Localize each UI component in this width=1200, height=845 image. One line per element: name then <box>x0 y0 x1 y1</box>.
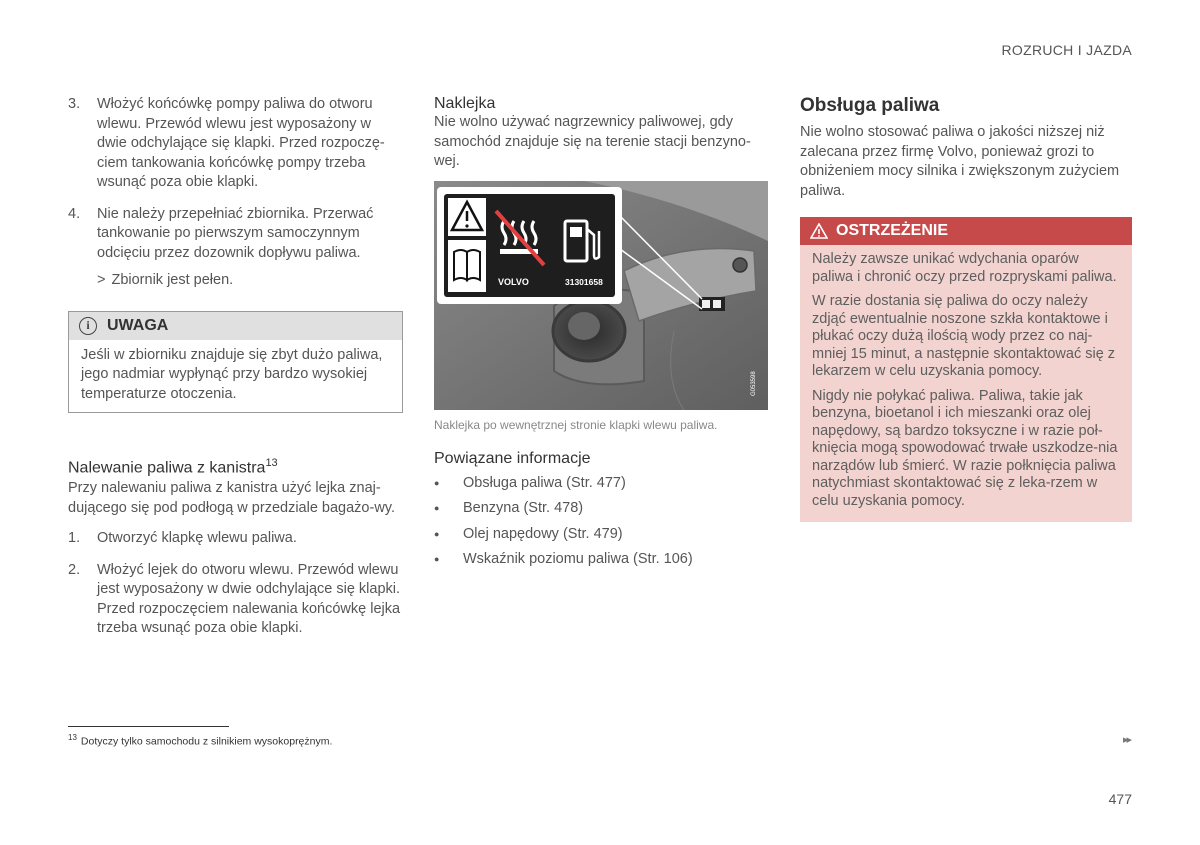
fuel-flap-illustration <box>434 181 768 410</box>
note-text: Jeśli w zbiorniku znajduje się zbyt dużo paliwa, jego nadmiar wypłynąć przy bardzo wysokiej temperaturze otoczenia. <box>81 346 383 402</box>
column-left <box>68 95 403 651</box>
footnote-text: Dotyczy tylko samochodu z silnikiem wysokoprężnym. <box>80 735 333 748</box>
image-caption: Naklejka po wewnętrznej stronie klapki wlewu paliwa. <box>434 417 718 432</box>
warning-body <box>800 245 1132 522</box>
warning-paragraph: W razie dostania się paliwa do oczy należy zdjąć ewentualnie noszone szkła kontaktowe i płukać oczy dużą ilością wody przez co naj-mniej 15 minut, a następnie skontaktować się z lekarzem w celu uzyskania pomocy. <box>812 293 1116 379</box>
step-text: Włożyć lejek do otworu wlewu. Przewód wlewu jest wyposażony w dwie odchylające się klapki. Przed rozpoczęciem nalewania końcówkę lejka trzeba wsunąć poza obie klapki. <box>97 561 401 637</box>
sticker-text: Nie wolno używać nagrzewnicy paliwowej, gdy samochód znajduje się na terenie stacji benzyno-wej. <box>434 114 751 169</box>
result-text: Zbiornik jest pełen. <box>111 272 234 288</box>
sticker-brand: VOLVO <box>498 276 529 287</box>
related-link[interactable]: ● Wskaźnik poziomu paliwa (Str. 106) <box>434 550 769 570</box>
footnote-number: 13 <box>68 733 77 742</box>
sticker-part-number: 31301658 <box>565 276 603 287</box>
info-icon: i <box>79 317 97 335</box>
steps-list-canister <box>68 529 403 639</box>
footnote-divider <box>68 726 229 727</box>
footnote-ref[interactable]: 13 <box>265 457 278 469</box>
column-right <box>800 95 1132 522</box>
related-link[interactable]: ● Olej napędowy (Str. 479) <box>434 525 769 545</box>
column-middle <box>434 95 769 576</box>
step-text: Otworzyć klapkę wlewu paliwa. <box>97 530 297 547</box>
note-box <box>68 311 403 414</box>
steps-list-fueling <box>68 95 403 263</box>
related-links-list <box>434 474 769 570</box>
step-number: 3. <box>68 96 81 112</box>
result-arrow: > <box>97 272 106 288</box>
warning-title: OSTRZEŻENIE <box>836 222 949 239</box>
canister-heading-text: Nalewanie paliwa z kanistra <box>68 459 266 477</box>
note-title: UWAGA <box>107 316 169 334</box>
list-item <box>68 529 403 549</box>
step-result <box>68 271 403 291</box>
canister-heading <box>68 457 403 477</box>
image-code: G053598 <box>751 370 757 396</box>
note-header <box>69 312 402 340</box>
footnote <box>68 733 332 748</box>
list-item <box>68 95 403 193</box>
warning-icon <box>810 223 828 239</box>
fuel-handling-heading: Obsługa paliwa <box>800 95 940 116</box>
fuel-handling-text: Nie wolno stosować paliwa o jakości niższej niż zalecana przez firmę Volvo, ponieważ grozi to obniżeniem mocy silnika i zwiększonym zużyciem paliwa. <box>800 124 1120 199</box>
step-number: 4. <box>68 205 81 222</box>
step-number: 2. <box>68 561 81 578</box>
list-item <box>68 205 403 264</box>
step-text: Włożyć końcówkę pompy paliwa do otworu wlewu. Przewód wlewu jest wyposażony w dwie odchylające się klapki. Przed rozpoczę-ciem tankowania końcówkę pompy trzeba wsunąć poza obie klapki. <box>97 96 385 190</box>
related-link[interactable]: ● Obsługa paliwa (Str. 477) <box>434 474 769 494</box>
related-heading: Powiązane informacje <box>434 449 591 467</box>
warning-paragraph: Należy zawsze unikać wdychania oparów paliwa i chronić oczy przed rozpryskami paliwa. <box>812 251 1117 285</box>
fuel-flap-photo <box>434 181 768 410</box>
step-text: Nie należy przepełniać zbiornika. Przerwać tankowanie po pierwszym samoczynnym odcięciu przez dozownik dopływu paliwa. <box>97 205 374 261</box>
sticker-heading: Naklejka <box>434 95 496 112</box>
page-number: 477 <box>1108 791 1132 807</box>
warning-header <box>800 217 1132 245</box>
step-number: 1. <box>68 530 81 547</box>
warning-box <box>800 217 1132 522</box>
related-link[interactable]: ● Benzyna (Str. 478) <box>434 499 769 519</box>
next-page-icon[interactable]: ▸▸ <box>1122 734 1130 746</box>
list-item <box>68 561 403 639</box>
warning-paragraph: Nigdy nie połykać paliwa. Paliwa, takie jak benzyna, bioetanol i ich mieszanki oraz olej napędowy, są bardzo toksyczne i w razie poł-knięcia mogą spowodować trwałe uszkodze-nia narządów lub śmierć. W razie połknięcia paliwa natychmiast skontaktować się z leka-rzem w celu uzyskania pomocy. <box>812 387 1118 509</box>
canister-intro: Przy nalewaniu paliwa z kanistra użyć lejka znaj-dującego się pod podłogą w przedziale bagażo-wy. <box>68 480 396 516</box>
section-header: ROZRUCH I JAZDA <box>1001 42 1132 58</box>
